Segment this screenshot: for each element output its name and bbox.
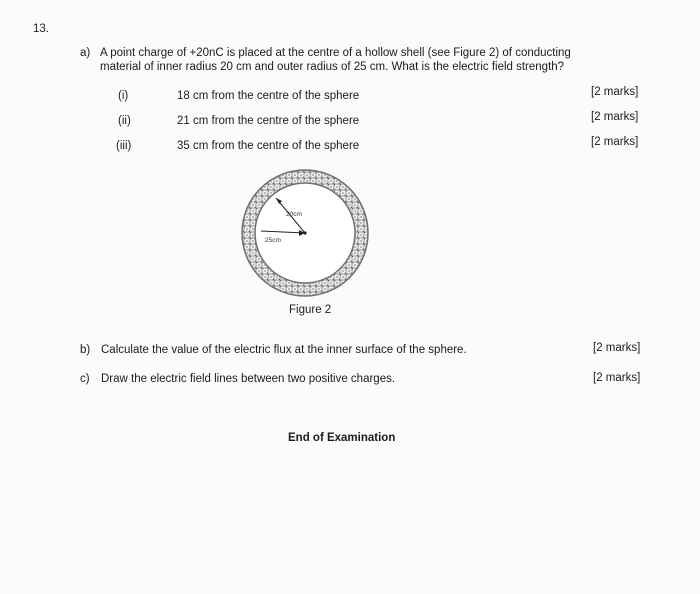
item-iii-text: 35 cm from the centre of the sphere <box>177 140 360 152</box>
figure-caption: Figure 2 <box>289 304 332 316</box>
end-of-examination: End of Examination <box>288 432 396 444</box>
item-i-text: 18 cm from the centre of the sphere <box>177 90 360 102</box>
inner-radius-label: 20cm <box>286 211 302 218</box>
part-a-line1: A point charge of +20nC is placed at the centre of a hollow shell (see Figure 2) of conducting <box>100 47 571 59</box>
part-c-text: Draw the electric field lines between two positive charges. <box>101 373 396 385</box>
item-i-marks: [2 marks] <box>591 86 639 98</box>
item-ii-number: (ii) <box>118 115 131 127</box>
part-b-marks: [2 marks] <box>593 342 641 354</box>
part-b-label: b) <box>80 344 91 356</box>
item-ii-marks: [2 marks] <box>591 111 639 123</box>
part-a-label: a) <box>80 47 91 59</box>
part-b-text: Calculate the value of the electric flux at the inner surface of the sphere. <box>101 344 467 356</box>
part-c-label: c) <box>80 373 90 385</box>
item-iii-number: (iii) <box>116 140 132 152</box>
outer-radius-label: 25cm <box>265 237 281 244</box>
point-charge-dot <box>303 231 306 234</box>
part-a-line2: material of inner radius 20 cm and outer radius of 25 cm. What is the electric field strength? <box>100 61 565 73</box>
item-ii-text: 21 cm from the centre of the sphere <box>177 115 360 127</box>
item-iii-marks: [2 marks] <box>591 136 639 148</box>
item-i-number: (i) <box>118 90 129 102</box>
part-c-marks: [2 marks] <box>593 372 641 384</box>
question-number: 13. <box>33 23 49 35</box>
hollow-shell-figure <box>238 166 372 300</box>
